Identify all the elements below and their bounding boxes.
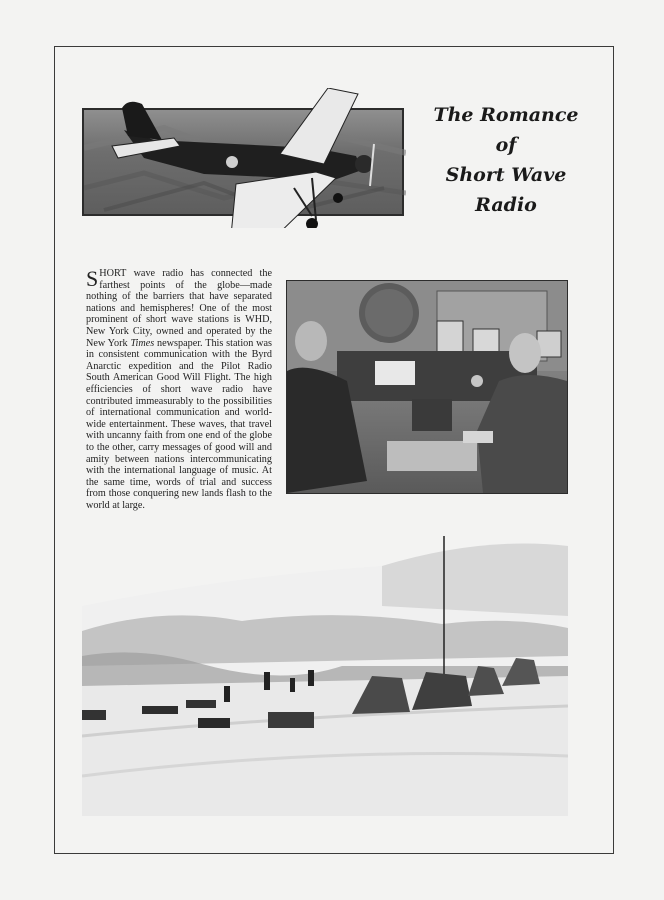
antarctic-camp-photo	[82, 536, 568, 816]
lead-word: HORT	[99, 268, 127, 279]
article-text: wave radio has connected the farthest points of the globe—made nothing of the barriers that have separated nations and hemispheres! One of the most prominent of short wave stations is WHD, New York City, owned and operated by the New York	[86, 268, 273, 349]
antarctic-camp-illustration	[82, 536, 568, 816]
title-line-4: Radio	[475, 194, 537, 216]
article-body	[86, 268, 272, 511]
page-title	[416, 100, 596, 220]
title-line-3: Short Wave	[445, 164, 567, 186]
title-line-1: The Romance	[433, 104, 579, 126]
article-italic: Times	[130, 337, 155, 349]
airplane-photo	[82, 108, 404, 216]
article-text-end: newspaper. This station was in consistent communication with the Byrd Anarctic expedition and the Pilot Radio South American Good Will Flight. The high efficiencies of short wave radio have contributed immeasurably to the possibilities of international communication and world-wide entertainment. These waves, that travel with uncanny faith from one end of the globe to the other, carry messages of good will and amity between nations intercommunicating with the international language of music. At the same time, words of trial and success from those conquering new lands flash to the world at large.	[86, 337, 273, 511]
radio-station-photo	[286, 280, 568, 494]
radio-operators-illustration	[287, 281, 567, 493]
title-line-2: of	[495, 134, 517, 156]
drop-cap: S	[86, 266, 99, 291]
airplane-illustration	[84, 88, 406, 228]
